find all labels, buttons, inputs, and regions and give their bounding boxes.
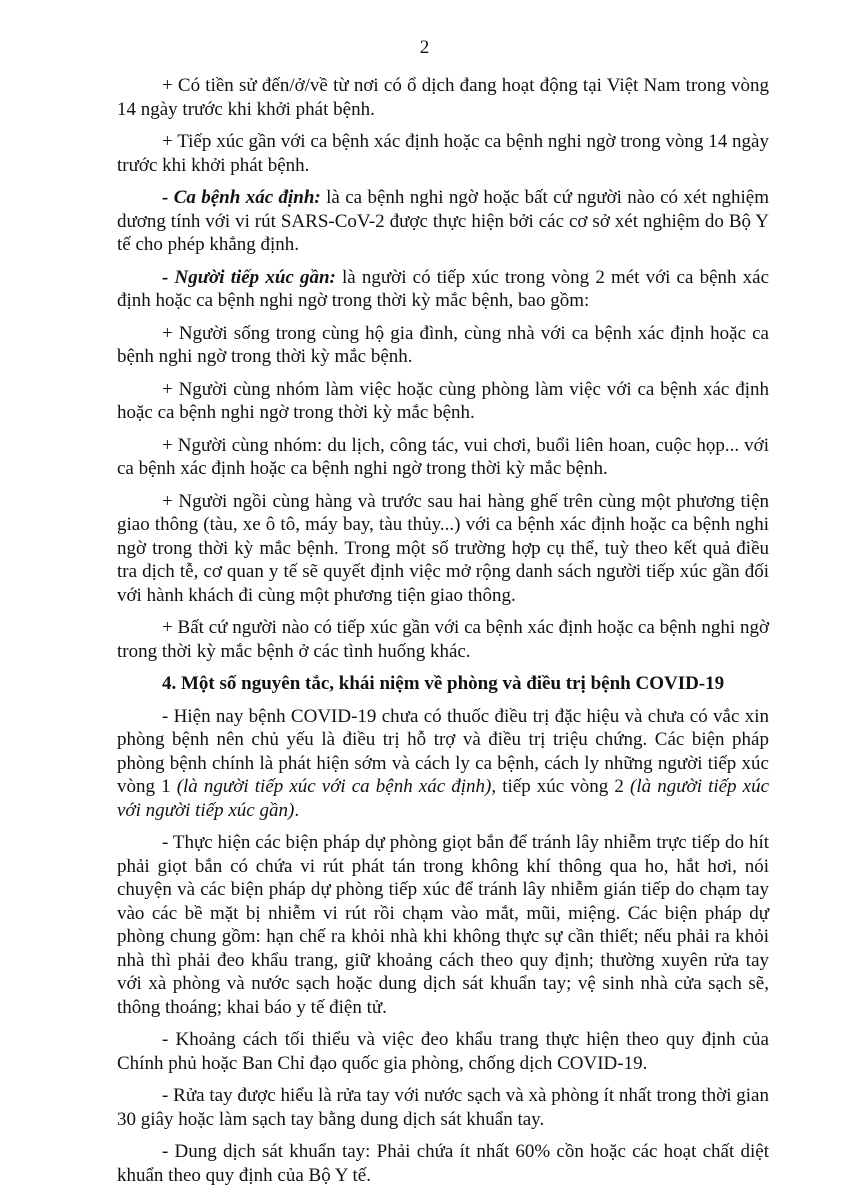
paragraph-other-situations: + Bất cứ người nào có tiếp xúc gần với ca bệnh xác định hoặc ca bệnh nghi ngờ trong thời kỳ mắc bệnh ở các tình huống khác. (117, 617, 769, 662)
paragraph-distance-masks: - Khoảng cách tối thiểu và việc đeo khẩu trang thực hiện theo quy định của Chính phủ hoặc Ban Chỉ đạo quốc gia phòng, chống dịch COVID-19. (117, 1029, 769, 1074)
paragraph-close-contact (117, 266, 769, 313)
paragraph-transport: + Người ngồi cùng hàng và trước sau hai hàng ghế trên cùng một phương tiện giao thông (tàu, xe ô tô, máy bay, tàu thủy...) với ca bệnh xác định hoặc ca bệnh nghi ngờ trong thời kỳ mắc bệnh. Trong một số trường hợp cụ thể, tuỳ theo kết quả điều tra dịch tễ, cơ quan y tế sẽ quyết định việc mở rộng danh sách người tiếp xúc gần đối với hành khách đi cùng một phương tiện giao thông. (117, 490, 769, 606)
paragraph-workgroup: + Người cùng nhóm làm việc hoặc cùng phòng làm việc với ca bệnh xác định hoặc ca bệnh nghi ngờ trong thời kỳ mắc bệnh. (117, 378, 769, 423)
section-heading-4: 4. Một số nguyên tắc, khái niệm về phòng và điều trị bệnh COVID-19 (162, 673, 725, 694)
paragraph-close-contact-14-days: + Tiếp xúc gần với ca bệnh xác định hoặc ca bệnh nghi ngờ trong vòng 14 ngày trước khi khởi phát bệnh. (117, 131, 769, 176)
paragraph-hand-sanitizer: - Dung dịch sát khuẩn tay: Phải chứa ít nhất 60% cồn hoặc các hoạt chất diệt khuẩn theo quy định của Bộ Y tế. (117, 1141, 769, 1186)
paragraph-text: , tiếp xúc vòng 2 (491, 776, 630, 797)
term-confirmed-case: - Ca bệnh xác định: (162, 187, 321, 208)
definition-text: là ca bệnh nghi ngờ hoặc bất cứ người nào có xét nghiệm dương tính với vi rút SARS-CoV-2 được thực hiện bởi các cơ sở xét nghiệm do Bộ Y tế cho phép khẳng định. (117, 187, 769, 255)
page-number: 2 (419, 37, 430, 58)
paragraph-droplet-prevention: - Thực hiện các biện pháp dự phòng giọt bắn để tránh lây nhiễm trực tiếp do hít phải giọt bắn có chứa vi rút phát tán trong không khí thông qua ho, hắt hơi, nói chuyện và các biện pháp dự phòng tiếp xúc để tránh lây nhiễm gián tiếp do chạm tay vào các bề mặt bị nhiễm vi rút rồi chạm vào mắt, mũi, miệng. Các biện pháp dự phòng chung gồm: hạn chế ra khỏi nhà khi không thực sự cần thiết; nếu phải ra khỏi nhà thì phải đeo khẩu trang, giữ khoảng cách theo quy định; thường xuyên rửa tay với xà phòng và nước sạch hoặc dung dịch sát khuẩn tay; vệ sinh nhà cửa sạch sẽ, thông thoáng; khai báo y tế điện tử. (117, 832, 769, 1018)
paragraph-text: . (294, 799, 300, 821)
italic-note-round-1: (là người tiếp xúc với ca bệnh xác định) (176, 776, 492, 797)
paragraph-handwashing: - Rửa tay được hiểu là rửa tay với nước sạch và xà phòng ít nhất trong thời gian 30 giây hoặc làm sạch tay bằng dung dịch sát khuẩn tay. (117, 1085, 769, 1130)
italic-note-round-2: (là người tiếp xúc với người tiếp xúc gần) (117, 776, 770, 821)
definition-text: là người có tiếp xúc trong vòng 2 mét với ca bệnh xác định hoặc ca bệnh nghi ngờ trong thời kỳ mắc bệnh, bao gồm: (117, 266, 770, 311)
document-body (117, 74, 769, 1196)
paragraph-no-treatment (117, 705, 769, 823)
paragraph-group-activities: + Người cùng nhóm: du lịch, công tác, vui chơi, buổi liên hoan, cuộc họp... với ca bệnh xác định hoặc ca bệnh nghi ngờ trong thời kỳ mắc bệnh. (117, 434, 769, 479)
term-close-contact: - Người tiếp xúc gần: (162, 266, 336, 288)
paragraph-household: + Người sống trong cùng hộ gia đình, cùng nhà với ca bệnh xác định hoặc ca bệnh nghi ngờ trong thời kỳ mắc bệnh. (117, 322, 769, 367)
paragraph-history-travel: + Có tiền sử đến/ở/về từ nơi có ổ dịch đang hoạt động tại Việt Nam trong vòng 14 ngày trước khi khởi phát bệnh. (117, 75, 769, 120)
paragraph-text: - Hiện nay bệnh COVID-19 chưa có thuốc điều trị đặc hiệu và chưa có vắc xin phòng bệnh nên chủ yếu là điều trị hỗ trợ và điều trị triệu chứng. Các biện pháp phòng bệnh chính là phát hiện sớm và cách ly ca bệnh, cách ly những người tiếp xúc vòng 1 (117, 705, 769, 797)
paragraph-confirmed-case (117, 186, 769, 257)
